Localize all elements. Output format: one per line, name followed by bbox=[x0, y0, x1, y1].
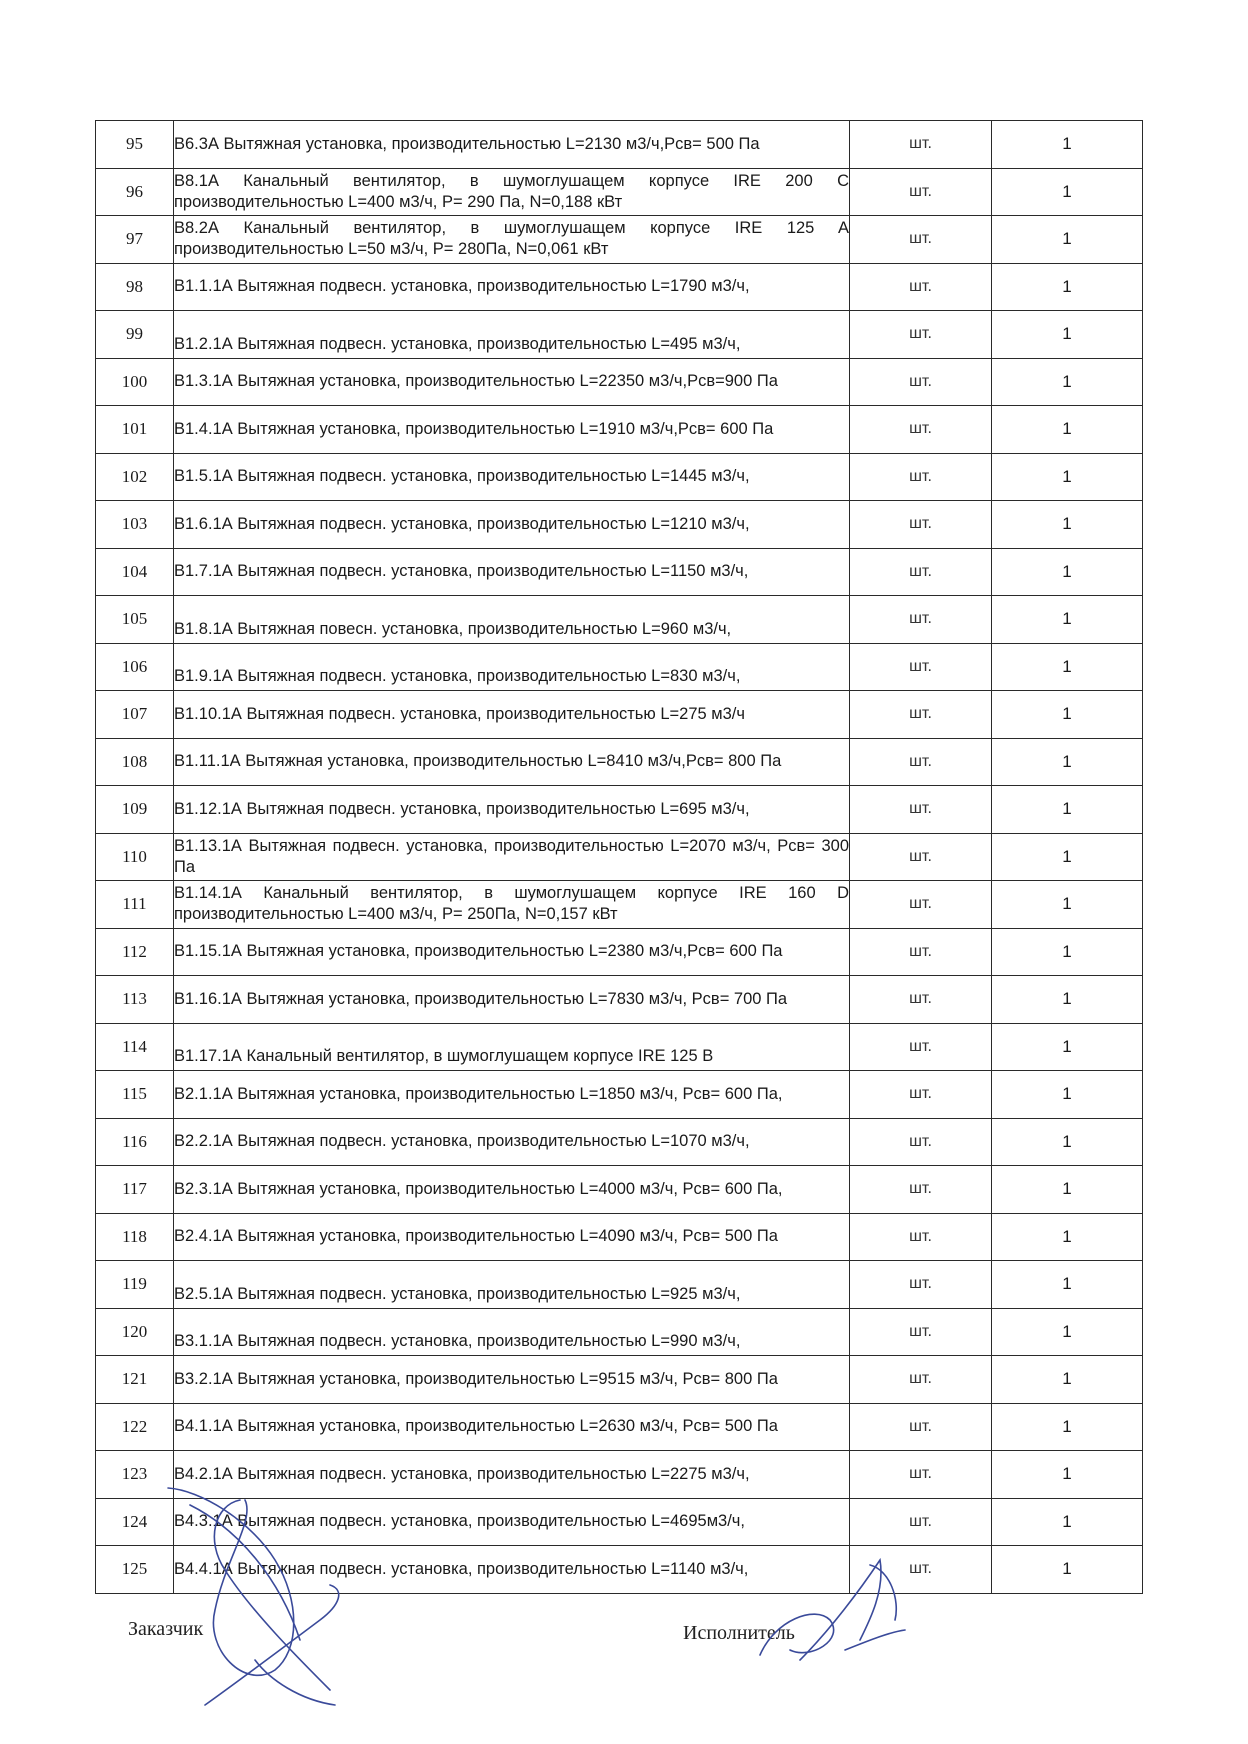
row-quantity: 1 bbox=[992, 928, 1143, 976]
row-description: В8.1А Канальный вентилятор, в шумоглушащем корпусе IRE 200 C производительностью L=400 м3/ч, P= 290 Па, N=0,188 кВт bbox=[174, 168, 850, 216]
row-quantity: 1 bbox=[992, 1403, 1143, 1451]
row-number: 112 bbox=[96, 928, 174, 976]
table-row bbox=[96, 1546, 1143, 1594]
row-description: В1.15.1А Вытяжная установка, производительностью L=2380 м3/ч,Рсв= 600 Па bbox=[174, 928, 850, 976]
row-unit: шт. bbox=[850, 1451, 992, 1499]
row-unit: шт. bbox=[850, 1261, 992, 1309]
row-description: В1.12.1А Вытяжная подвесн. установка, производительностью L=695 м3/ч, bbox=[174, 786, 850, 834]
table-row bbox=[96, 928, 1143, 976]
row-description: В1.14.1А Канальный вентилятор, в шумоглушащем корпусе IRE 160 D производительностью L=400 м3/ч, P= 250Па, N=0,157 кВт bbox=[174, 881, 850, 929]
row-description: В1.7.1А Вытяжная подвесн. установка, производительностью L=1150 м3/ч, bbox=[174, 548, 850, 596]
row-quantity: 1 bbox=[992, 643, 1143, 691]
table-row bbox=[96, 1166, 1143, 1214]
row-description: В1.10.1А Вытяжная подвесн. установка, производительностью L=275 м3/ч bbox=[174, 691, 850, 739]
row-unit: шт. bbox=[850, 928, 992, 976]
row-quantity: 1 bbox=[992, 358, 1143, 406]
row-description: В3.1.1А Вытяжная подвесн. установка, производительностью L=990 м3/ч, bbox=[174, 1308, 850, 1356]
table-row bbox=[96, 1308, 1143, 1356]
row-quantity: 1 bbox=[992, 881, 1143, 929]
row-number: 100 bbox=[96, 358, 174, 406]
row-number: 108 bbox=[96, 738, 174, 786]
table-row bbox=[96, 1498, 1143, 1546]
row-description: В1.1.1А Вытяжная подвесн. установка, производительностью L=1790 м3/ч, bbox=[174, 263, 850, 311]
row-unit: шт. bbox=[850, 1118, 992, 1166]
row-number: 111 bbox=[96, 881, 174, 929]
row-description: В2.4.1А Вытяжная установка, производительностью L=4090 м3/ч, Рсв= 500 Па bbox=[174, 1213, 850, 1261]
row-description: В1.9.1А Вытяжная подвесн. установка, производительностью L=830 м3/ч, bbox=[174, 643, 850, 691]
table-row bbox=[96, 548, 1143, 596]
row-quantity: 1 bbox=[992, 1023, 1143, 1071]
table-row bbox=[96, 311, 1143, 359]
row-description: В1.4.1А Вытяжная установка, производительностью L=1910 м3/ч,Рсв= 600 Па bbox=[174, 406, 850, 454]
row-unit: шт. bbox=[850, 453, 992, 501]
table-row bbox=[96, 691, 1143, 739]
row-quantity: 1 bbox=[992, 311, 1143, 359]
row-description: В1.2.1А Вытяжная подвесн. установка, производительностью L=495 м3/ч, bbox=[174, 311, 850, 359]
table-row bbox=[96, 453, 1143, 501]
row-quantity: 1 bbox=[992, 1166, 1143, 1214]
row-quantity: 1 bbox=[992, 168, 1143, 216]
row-description: В1.16.1А Вытяжная установка, производительностью L=7830 м3/ч, Рсв= 700 Па bbox=[174, 976, 850, 1024]
row-unit: шт. bbox=[850, 121, 992, 169]
row-quantity: 1 bbox=[992, 216, 1143, 264]
row-unit: шт. bbox=[850, 691, 992, 739]
table-row bbox=[96, 1213, 1143, 1261]
row-description: В1.13.1А Вытяжная подвесн. установка, производительностью L=2070 м3/ч, Рсв= 300 Па bbox=[174, 833, 850, 881]
row-unit: шт. bbox=[850, 358, 992, 406]
row-quantity: 1 bbox=[992, 548, 1143, 596]
table-row bbox=[96, 833, 1143, 881]
row-description: В2.1.1А Вытяжная установка, производительностью L=1850 м3/ч, Рсв= 600 Па, bbox=[174, 1071, 850, 1119]
row-quantity: 1 bbox=[992, 1451, 1143, 1499]
row-unit: шт. bbox=[850, 786, 992, 834]
customer-label: Заказчик bbox=[128, 1618, 204, 1640]
row-quantity: 1 bbox=[992, 738, 1143, 786]
row-number: 120 bbox=[96, 1308, 174, 1356]
table-row bbox=[96, 976, 1143, 1024]
row-unit: шт. bbox=[850, 263, 992, 311]
row-description: В1.8.1А Вытяжная повесн. установка, производительностью L=960 м3/ч, bbox=[174, 596, 850, 644]
row-unit: шт. bbox=[850, 1546, 992, 1594]
row-description: В2.3.1А Вытяжная установка, производительностью L=4000 м3/ч, Рсв= 600 Па, bbox=[174, 1166, 850, 1214]
row-number: 116 bbox=[96, 1118, 174, 1166]
row-quantity: 1 bbox=[992, 121, 1143, 169]
row-quantity: 1 bbox=[992, 453, 1143, 501]
row-quantity: 1 bbox=[992, 1261, 1143, 1309]
table-row bbox=[96, 1403, 1143, 1451]
table-row bbox=[96, 216, 1143, 264]
table-row bbox=[96, 643, 1143, 691]
row-quantity: 1 bbox=[992, 406, 1143, 454]
row-number: 110 bbox=[96, 833, 174, 881]
row-unit: шт. bbox=[850, 1166, 992, 1214]
row-unit: шт. bbox=[850, 406, 992, 454]
specification-table bbox=[95, 120, 1143, 1594]
row-description: В1.5.1А Вытяжная подвесн. установка, производительностью L=1445 м3/ч, bbox=[174, 453, 850, 501]
table-row bbox=[96, 501, 1143, 549]
row-number: 103 bbox=[96, 501, 174, 549]
row-unit: шт. bbox=[850, 168, 992, 216]
row-unit: шт. bbox=[850, 216, 992, 264]
row-quantity: 1 bbox=[992, 1356, 1143, 1404]
row-description: В1.3.1А Вытяжная установка, производительностью L=22350 м3/ч,Рсв=900 Па bbox=[174, 358, 850, 406]
row-unit: шт. bbox=[850, 501, 992, 549]
table-row bbox=[96, 358, 1143, 406]
row-unit: шт. bbox=[850, 1356, 992, 1404]
row-unit: шт. bbox=[850, 643, 992, 691]
row-number: 106 bbox=[96, 643, 174, 691]
row-number: 114 bbox=[96, 1023, 174, 1071]
table-row bbox=[96, 1356, 1143, 1404]
table-row bbox=[96, 786, 1143, 834]
contractor-label: Исполнитель bbox=[683, 1622, 795, 1644]
row-description: В6.3А Вытяжная установка, производительностью L=2130 м3/ч,Рсв= 500 Па bbox=[174, 121, 850, 169]
table-row bbox=[96, 263, 1143, 311]
row-number: 105 bbox=[96, 596, 174, 644]
row-quantity: 1 bbox=[992, 1213, 1143, 1261]
row-number: 107 bbox=[96, 691, 174, 739]
row-number: 124 bbox=[96, 1498, 174, 1546]
row-number: 121 bbox=[96, 1356, 174, 1404]
row-unit: шт. bbox=[850, 311, 992, 359]
row-number: 122 bbox=[96, 1403, 174, 1451]
row-unit: шт. bbox=[850, 1213, 992, 1261]
row-unit: шт. bbox=[850, 738, 992, 786]
row-description: В4.1.1А Вытяжная установка, производительностью L=2630 м3/ч, Рсв= 500 Па bbox=[174, 1403, 850, 1451]
row-unit: шт. bbox=[850, 1023, 992, 1071]
row-number: 99 bbox=[96, 311, 174, 359]
row-quantity: 1 bbox=[992, 501, 1143, 549]
table-row bbox=[96, 596, 1143, 644]
row-number: 95 bbox=[96, 121, 174, 169]
row-quantity: 1 bbox=[992, 596, 1143, 644]
table-row bbox=[96, 881, 1143, 929]
table-row bbox=[96, 168, 1143, 216]
row-number: 98 bbox=[96, 263, 174, 311]
row-number: 101 bbox=[96, 406, 174, 454]
table-row bbox=[96, 1451, 1143, 1499]
row-number: 97 bbox=[96, 216, 174, 264]
row-number: 119 bbox=[96, 1261, 174, 1309]
row-quantity: 1 bbox=[992, 1118, 1143, 1166]
row-quantity: 1 bbox=[992, 263, 1143, 311]
row-number: 125 bbox=[96, 1546, 174, 1594]
row-description: В2.5.1А Вытяжная подвесн. установка, производительностью L=925 м3/ч, bbox=[174, 1261, 850, 1309]
row-description: В4.3.1А Вытяжная подвесн. установка, производительностью L=4695м3/ч, bbox=[174, 1498, 850, 1546]
row-description: В1.6.1А Вытяжная подвесн. установка, производительностью L=1210 м3/ч, bbox=[174, 501, 850, 549]
row-quantity: 1 bbox=[992, 1308, 1143, 1356]
row-description: В4.2.1А Вытяжная подвесн. установка, производительностью L=2275 м3/ч, bbox=[174, 1451, 850, 1499]
row-number: 104 bbox=[96, 548, 174, 596]
row-quantity: 1 bbox=[992, 1071, 1143, 1119]
row-number: 115 bbox=[96, 1071, 174, 1119]
row-unit: шт. bbox=[850, 1308, 992, 1356]
row-unit: шт. bbox=[850, 833, 992, 881]
row-unit: шт. bbox=[850, 1403, 992, 1451]
table-row bbox=[96, 1118, 1143, 1166]
row-quantity: 1 bbox=[992, 786, 1143, 834]
row-unit: шт. bbox=[850, 1071, 992, 1119]
row-description: В1.17.1А Канальный вентилятор, в шумоглушащем корпусе IRE 125 B bbox=[174, 1023, 850, 1071]
row-unit: шт. bbox=[850, 881, 992, 929]
row-number: 118 bbox=[96, 1213, 174, 1261]
table-row bbox=[96, 738, 1143, 786]
table-row bbox=[96, 1071, 1143, 1119]
table-row bbox=[96, 1261, 1143, 1309]
row-description: В2.2.1А Вытяжная подвесн. установка, производительностью L=1070 м3/ч, bbox=[174, 1118, 850, 1166]
row-quantity: 1 bbox=[992, 691, 1143, 739]
row-unit: шт. bbox=[850, 548, 992, 596]
row-quantity: 1 bbox=[992, 1546, 1143, 1594]
row-unit: шт. bbox=[850, 596, 992, 644]
row-number: 109 bbox=[96, 786, 174, 834]
row-number: 123 bbox=[96, 1451, 174, 1499]
row-number: 113 bbox=[96, 976, 174, 1024]
row-unit: шт. bbox=[850, 1498, 992, 1546]
row-description: В1.11.1А Вытяжная установка, производительностью L=8410 м3/ч,Рсв= 800 Па bbox=[174, 738, 850, 786]
table-row bbox=[96, 121, 1143, 169]
table-row bbox=[96, 1023, 1143, 1071]
row-description: В4.4.1А Вытяжная подвесн. установка, производительностью L=1140 м3/ч, bbox=[174, 1546, 850, 1594]
row-quantity: 1 bbox=[992, 976, 1143, 1024]
table-row bbox=[96, 406, 1143, 454]
table-body bbox=[96, 121, 1143, 1594]
row-unit: шт. bbox=[850, 976, 992, 1024]
row-quantity: 1 bbox=[992, 1498, 1143, 1546]
row-quantity: 1 bbox=[992, 833, 1143, 881]
row-number: 117 bbox=[96, 1166, 174, 1214]
row-description: В3.2.1А Вытяжная установка, производительностью L=9515 м3/ч, Рсв= 800 Па bbox=[174, 1356, 850, 1404]
row-number: 102 bbox=[96, 453, 174, 501]
row-number: 96 bbox=[96, 168, 174, 216]
row-description: В8.2А Канальный вентилятор, в шумоглушащем корпусе IRE 125 A производительностью L=50 м3/ч, P= 280Па, N=0,061 кВт bbox=[174, 216, 850, 264]
